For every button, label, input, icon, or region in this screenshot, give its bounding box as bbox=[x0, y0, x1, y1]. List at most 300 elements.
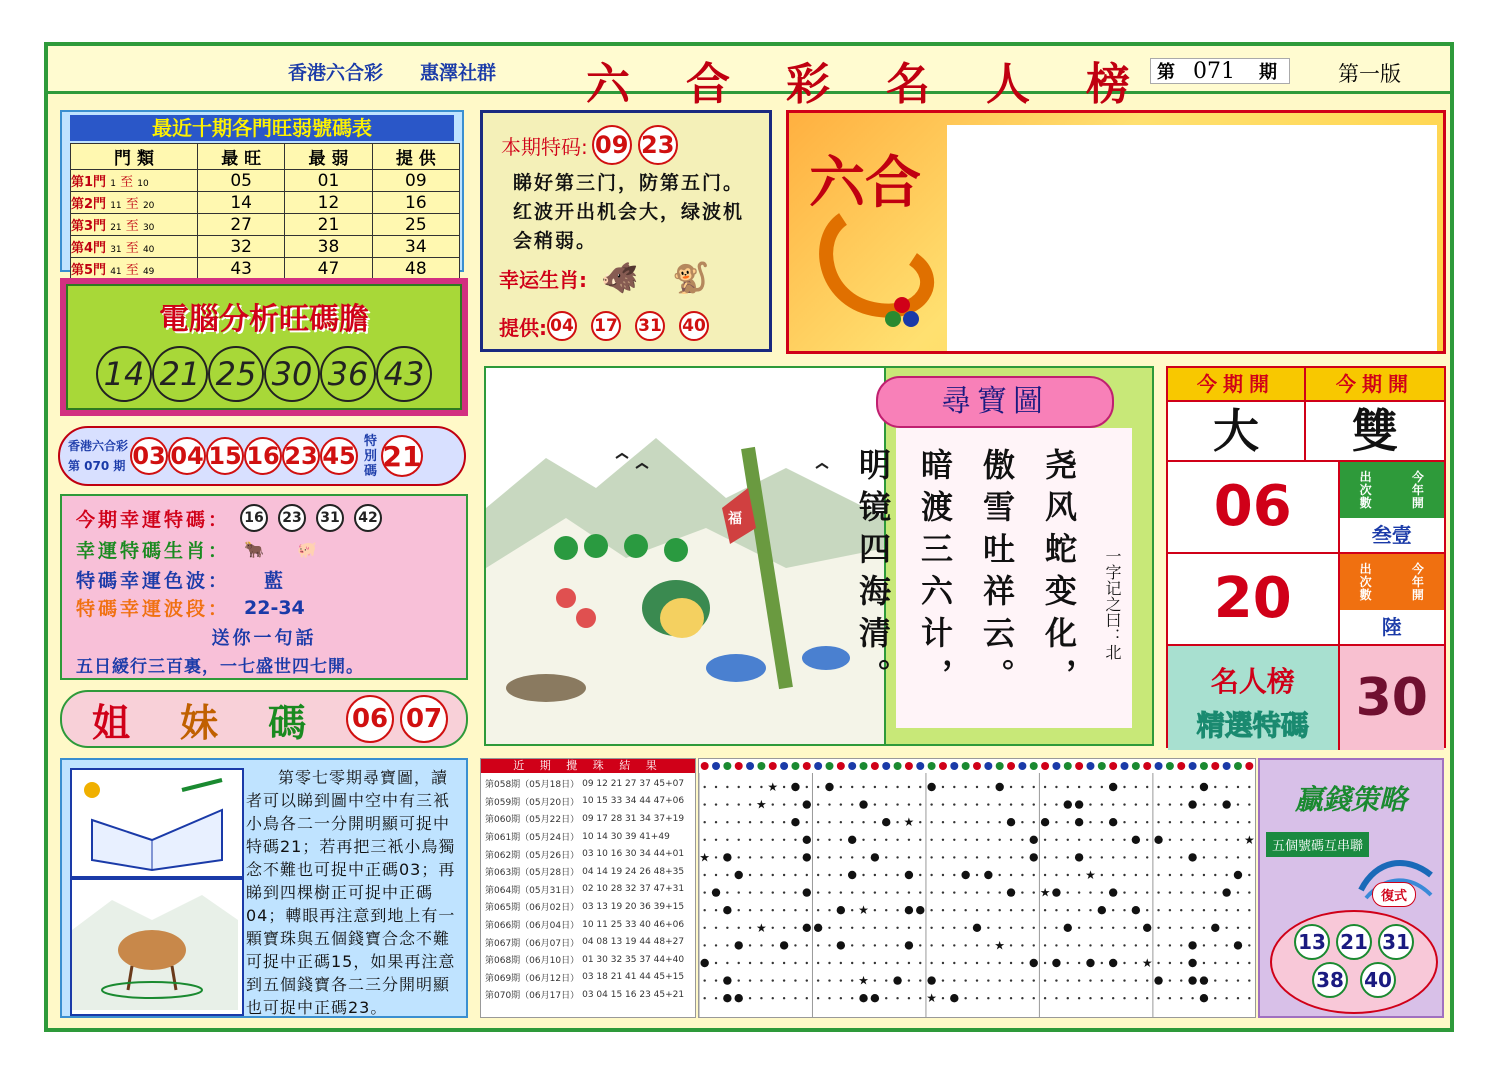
ox-landscape-icon bbox=[72, 880, 238, 1010]
color-ball-mark bbox=[905, 762, 913, 770]
empty-dot-mark bbox=[851, 909, 853, 911]
empty-dot-mark bbox=[1067, 821, 1069, 823]
draw-dot-mark bbox=[1200, 976, 1208, 984]
title-char: 榜 bbox=[1086, 59, 1130, 110]
draw-dot-mark bbox=[837, 906, 845, 914]
draw-dot-mark bbox=[1075, 800, 1083, 808]
empty-dot-mark bbox=[1021, 874, 1023, 876]
empty-dot-mark bbox=[1214, 856, 1216, 858]
color-ball-mark bbox=[1086, 762, 1094, 770]
draw-dot-mark bbox=[791, 818, 799, 826]
empty-dot-mark bbox=[862, 944, 864, 946]
empty-dot-mark bbox=[1112, 874, 1114, 876]
empty-dot-mark bbox=[874, 874, 876, 876]
empty-dot-mark bbox=[1169, 856, 1171, 858]
door-to: 30 bbox=[142, 223, 155, 233]
empty-dot-mark bbox=[896, 927, 898, 929]
color-ball-mark bbox=[916, 762, 924, 770]
empty-dot-mark bbox=[783, 786, 785, 788]
last-draw-label: 香港六合彩 bbox=[68, 439, 129, 453]
draw-numbers: 10 14 30 39 41+49 bbox=[582, 831, 670, 842]
empty-dot-mark bbox=[1146, 944, 1148, 946]
empty-dot-mark bbox=[987, 962, 989, 964]
table-row bbox=[485, 881, 695, 899]
cold-value: 47 bbox=[285, 258, 372, 280]
draw-dot-mark bbox=[995, 783, 1003, 791]
draw-dot-mark bbox=[1109, 783, 1117, 791]
empty-dot-mark bbox=[760, 891, 762, 893]
empty-dot-mark bbox=[885, 962, 887, 964]
title-char: 合 bbox=[686, 59, 730, 110]
color-ball-mark bbox=[1075, 762, 1083, 770]
empty-dot-mark bbox=[976, 856, 978, 858]
empty-dot-mark bbox=[1237, 891, 1239, 893]
empty-dot-mark bbox=[1146, 979, 1148, 981]
side-label-char: 年 bbox=[1411, 574, 1424, 589]
empty-dot-mark bbox=[1157, 962, 1159, 964]
table-row bbox=[485, 828, 695, 846]
empty-dot-mark bbox=[998, 874, 1000, 876]
empty-dot-mark bbox=[1248, 997, 1250, 999]
empty-dot-mark bbox=[715, 856, 717, 858]
draw-dot-mark bbox=[927, 976, 935, 984]
door-to: 40 bbox=[142, 245, 155, 255]
draw-dot-mark bbox=[1132, 906, 1140, 914]
draw-dot-mark bbox=[780, 941, 788, 949]
empty-dot-mark bbox=[987, 839, 989, 841]
empty-dot-mark bbox=[1078, 909, 1080, 911]
empty-dot-mark bbox=[1191, 839, 1193, 841]
empty-dot-mark bbox=[772, 979, 774, 981]
empty-dot-mark bbox=[1237, 803, 1239, 805]
empty-dot-mark bbox=[862, 874, 864, 876]
empty-dot-mark bbox=[1157, 909, 1159, 911]
star-number: 30 bbox=[1340, 646, 1444, 750]
table-row bbox=[71, 214, 460, 236]
empty-dot-mark bbox=[919, 997, 921, 999]
empty-dot-mark bbox=[760, 997, 762, 999]
empty-dot-mark bbox=[760, 821, 762, 823]
empty-dot-mark bbox=[749, 786, 751, 788]
empty-dot-mark bbox=[1044, 927, 1046, 929]
strategy-number: 21 bbox=[1336, 924, 1372, 960]
empty-dot-mark bbox=[1225, 786, 1227, 788]
give-value: 48 bbox=[372, 258, 459, 280]
odd-even-result: 雙 bbox=[1352, 404, 1398, 458]
empty-dot-mark bbox=[749, 909, 751, 911]
empty-dot-mark bbox=[1055, 821, 1057, 823]
empty-dot-mark bbox=[964, 927, 966, 929]
computer-title: 電腦分析旺碼膽 bbox=[159, 302, 369, 337]
color-ball-mark bbox=[814, 762, 822, 770]
empty-dot-mark bbox=[1180, 839, 1182, 841]
empty-dot-mark bbox=[953, 979, 955, 981]
hot-value: 27 bbox=[198, 214, 285, 236]
lucky-label-4: 特碼幸運波段： bbox=[76, 598, 231, 620]
empty-dot-mark bbox=[1214, 979, 1216, 981]
draw-numbers: 03 18 21 41 44 45+15 bbox=[582, 972, 685, 983]
draw-dot-mark bbox=[803, 800, 811, 808]
empty-dot-mark bbox=[964, 997, 966, 999]
empty-dot-mark bbox=[1237, 979, 1239, 981]
treasure-picture bbox=[484, 366, 886, 746]
empty-dot-mark bbox=[1010, 803, 1012, 805]
sister-char: 妹 bbox=[180, 699, 219, 745]
empty-dot-mark bbox=[919, 944, 921, 946]
empty-dot-mark bbox=[1191, 891, 1193, 893]
empty-dot-mark bbox=[885, 786, 887, 788]
draw-dot-mark bbox=[1030, 853, 1038, 861]
empty-dot-mark bbox=[715, 821, 717, 823]
empty-dot-mark bbox=[874, 786, 876, 788]
empty-dot-mark bbox=[1089, 909, 1091, 911]
empty-dot-mark bbox=[1237, 839, 1239, 841]
color-ball-mark bbox=[1132, 762, 1140, 770]
empty-dot-mark bbox=[1078, 997, 1080, 999]
empty-dot-mark bbox=[930, 839, 932, 841]
empty-dot-mark bbox=[783, 979, 785, 981]
empty-dot-mark bbox=[726, 874, 728, 876]
draw-dot-mark bbox=[859, 800, 867, 808]
empty-dot-mark bbox=[930, 927, 932, 929]
empty-dot-mark bbox=[942, 927, 944, 929]
empty-dot-mark bbox=[953, 891, 955, 893]
color-ball-mark bbox=[791, 762, 799, 770]
col-give: 提 供 bbox=[372, 144, 459, 170]
color-ball-mark bbox=[871, 762, 879, 770]
empty-dot-mark bbox=[1101, 856, 1103, 858]
special-star-mark: ★ bbox=[756, 797, 767, 812]
empty-dot-mark bbox=[1010, 786, 1012, 788]
empty-dot-mark bbox=[851, 786, 853, 788]
special-star-mark: ★ bbox=[994, 938, 1006, 953]
empty-dot-mark bbox=[930, 856, 932, 858]
draw-dot-mark bbox=[735, 994, 743, 1002]
draw-numbers: 03 04 15 16 23 45+21 bbox=[582, 989, 685, 1000]
empty-dot-mark bbox=[817, 997, 819, 999]
star-title: 名人榜 bbox=[1210, 665, 1295, 698]
empty-dot-mark bbox=[908, 979, 910, 981]
empty-dot-mark bbox=[1055, 909, 1057, 911]
empty-dot-mark bbox=[806, 962, 808, 964]
empty-dot-mark bbox=[1112, 839, 1114, 841]
empty-dot-mark bbox=[1237, 927, 1239, 929]
empty-dot-mark bbox=[1089, 997, 1091, 999]
empty-dot-mark bbox=[908, 856, 910, 858]
scroll-title: 尋寶圖 bbox=[876, 376, 1114, 428]
empty-dot-mark bbox=[1089, 786, 1091, 788]
computer-panel bbox=[60, 278, 468, 416]
side-label-char: 開 bbox=[1411, 587, 1424, 602]
draw-dot-mark bbox=[950, 994, 958, 1002]
draw-dot-mark bbox=[1222, 888, 1230, 896]
empty-dot-mark bbox=[1225, 856, 1227, 858]
poem-columns bbox=[850, 448, 1082, 700]
pick-number-1: 06 bbox=[1168, 462, 1340, 552]
empty-dot-mark bbox=[1248, 909, 1250, 911]
empty-dot-mark bbox=[703, 944, 705, 946]
empty-dot-mark bbox=[1169, 839, 1171, 841]
empty-dot-mark bbox=[1225, 839, 1227, 841]
empty-dot-mark bbox=[738, 786, 740, 788]
door-from: 21 bbox=[110, 223, 122, 233]
empty-dot-mark bbox=[998, 821, 1000, 823]
empty-dot-mark bbox=[1169, 803, 1171, 805]
edition-label: 第一版 bbox=[1338, 62, 1401, 86]
empty-dot-mark bbox=[953, 803, 955, 805]
empty-dot-mark bbox=[1214, 803, 1216, 805]
empty-dot-mark bbox=[1169, 979, 1171, 981]
empty-dot-mark bbox=[703, 821, 705, 823]
this-issue-header: 今期開 bbox=[1306, 368, 1444, 400]
dragon-art-icon bbox=[803, 129, 953, 329]
draw-dot-mark bbox=[803, 836, 811, 844]
give-value: 09 bbox=[372, 170, 459, 192]
empty-dot-mark bbox=[851, 821, 853, 823]
empty-dot-mark bbox=[1078, 839, 1080, 841]
empty-dot-mark bbox=[874, 821, 876, 823]
draw-dot-mark bbox=[905, 906, 913, 914]
draw-numbers: 09 12 21 27 37 45+07 bbox=[582, 778, 685, 789]
draw-dot-mark bbox=[871, 853, 879, 861]
draw-dot-mark bbox=[791, 783, 799, 791]
door-label: 第1門 bbox=[71, 175, 107, 190]
empty-dot-mark bbox=[1191, 821, 1193, 823]
empty-dot-mark bbox=[749, 891, 751, 893]
book-icon bbox=[72, 770, 238, 872]
draw-number: 16 bbox=[244, 437, 282, 475]
empty-dot-mark bbox=[1123, 997, 1125, 999]
empty-dot-mark bbox=[749, 944, 751, 946]
ox-art bbox=[70, 878, 244, 1016]
empty-dot-mark bbox=[1169, 891, 1171, 893]
door-to-label: 至 bbox=[125, 219, 139, 234]
empty-dot-mark bbox=[817, 821, 819, 823]
draw-dot-mark bbox=[905, 941, 913, 949]
draw-numbers: 10 15 33 34 44 47+06 bbox=[582, 796, 685, 807]
table-row bbox=[71, 192, 460, 214]
empty-dot-mark bbox=[1010, 839, 1012, 841]
empty-dot-mark bbox=[772, 944, 774, 946]
empty-dot-mark bbox=[1225, 962, 1227, 964]
lucky-panel bbox=[60, 494, 468, 680]
empty-dot-mark bbox=[987, 944, 989, 946]
empty-dot-mark bbox=[976, 839, 978, 841]
color-ball-mark bbox=[984, 762, 992, 770]
empty-dot-mark bbox=[987, 979, 989, 981]
empty-dot-mark bbox=[930, 874, 932, 876]
empty-dot-mark bbox=[1123, 962, 1125, 964]
empty-dot-mark bbox=[1089, 839, 1091, 841]
empty-dot-mark bbox=[840, 803, 842, 805]
empty-dot-mark bbox=[1214, 997, 1216, 999]
give-number: 17 bbox=[591, 311, 621, 341]
empty-dot-mark bbox=[1203, 874, 1205, 876]
empty-dot-mark bbox=[987, 997, 989, 999]
empty-dot-mark bbox=[1214, 962, 1216, 964]
draw-dot-mark bbox=[825, 783, 833, 791]
empty-dot-mark bbox=[1214, 909, 1216, 911]
empty-dot-mark bbox=[1214, 786, 1216, 788]
draw-dot-mark bbox=[700, 959, 708, 967]
empty-dot-mark bbox=[1101, 944, 1103, 946]
computer-number: 21 bbox=[152, 346, 208, 402]
color-ball-mark bbox=[1109, 762, 1117, 770]
draw-dot-mark bbox=[1052, 888, 1060, 896]
side-label-char: 開 bbox=[1411, 495, 1424, 510]
empty-dot-mark bbox=[772, 909, 774, 911]
empty-dot-mark bbox=[715, 874, 717, 876]
ox-icon: 🐂 bbox=[244, 540, 267, 559]
draw-number: 23 bbox=[282, 437, 320, 475]
empty-dot-mark bbox=[760, 962, 762, 964]
empty-dot-mark bbox=[794, 927, 796, 929]
draw-period: 第066期（06月04日） bbox=[485, 921, 580, 932]
big-small-result: 大 bbox=[1168, 402, 1306, 460]
empty-dot-mark bbox=[783, 803, 785, 805]
cold-value: 01 bbox=[285, 170, 372, 192]
empty-dot-mark bbox=[738, 856, 740, 858]
empty-dot-mark bbox=[942, 909, 944, 911]
empty-dot-mark bbox=[1055, 927, 1057, 929]
color-ball-mark bbox=[712, 762, 720, 770]
draw-dot-mark bbox=[1052, 959, 1060, 967]
draw-dot-mark bbox=[1075, 818, 1083, 826]
empty-dot-mark bbox=[738, 909, 740, 911]
draw-dot-mark bbox=[1030, 836, 1038, 844]
draw-period: 第059期（05月20日） bbox=[485, 797, 580, 808]
empty-dot-mark bbox=[1135, 821, 1137, 823]
empty-dot-mark bbox=[715, 927, 717, 929]
empty-dot-mark bbox=[715, 786, 717, 788]
color-ball-mark bbox=[928, 762, 936, 770]
empty-dot-mark bbox=[953, 786, 955, 788]
empty-dot-mark bbox=[1214, 944, 1216, 946]
empty-dot-mark bbox=[919, 821, 921, 823]
ten-period-panel bbox=[60, 110, 464, 279]
empty-dot-mark bbox=[1067, 944, 1069, 946]
color-ball-mark bbox=[894, 762, 902, 770]
draw-dot-mark bbox=[1234, 871, 1242, 879]
empty-dot-mark bbox=[885, 927, 887, 929]
empty-dot-mark bbox=[862, 962, 864, 964]
empty-dot-mark bbox=[874, 803, 876, 805]
empty-dot-mark bbox=[1180, 909, 1182, 911]
color-ball-mark bbox=[1211, 762, 1219, 770]
empty-dot-mark bbox=[987, 891, 989, 893]
draw-dot-mark bbox=[927, 783, 935, 791]
strategy-number: 13 bbox=[1294, 924, 1330, 960]
empty-dot-mark bbox=[1078, 891, 1080, 893]
empty-dot-mark bbox=[760, 856, 762, 858]
color-ball-mark bbox=[973, 762, 981, 770]
empty-dot-mark bbox=[1214, 839, 1216, 841]
side-label-char: 年 bbox=[1411, 482, 1424, 497]
empty-dot-mark bbox=[1112, 927, 1114, 929]
empty-dot-mark bbox=[1112, 944, 1114, 946]
empty-dot-mark bbox=[987, 786, 989, 788]
empty-dot-mark bbox=[1157, 927, 1159, 929]
dot-grid bbox=[698, 758, 1256, 1018]
empty-dot-mark bbox=[874, 891, 876, 893]
empty-dot-mark bbox=[976, 874, 978, 876]
draw-dot-mark bbox=[1109, 959, 1117, 967]
star-subtitle: 精選特碼 bbox=[1196, 709, 1309, 742]
special-star-mark: ★ bbox=[1141, 956, 1153, 970]
table-row bbox=[485, 775, 695, 793]
sister-number: 06 bbox=[346, 695, 394, 743]
empty-dot-mark bbox=[817, 874, 819, 876]
empty-dot-mark bbox=[874, 927, 876, 929]
draw-dot-mark bbox=[848, 871, 856, 879]
empty-dot-mark bbox=[1169, 874, 1171, 876]
draw-dot-mark bbox=[1109, 888, 1117, 896]
empty-dot-mark bbox=[1089, 891, 1091, 893]
draw-numbers: 04 14 19 24 26 48+35 bbox=[582, 866, 685, 877]
empty-dot-mark bbox=[1248, 874, 1250, 876]
table-row bbox=[71, 170, 460, 192]
sister-char: 碼 bbox=[268, 699, 307, 745]
special-star-mark: ★ bbox=[858, 903, 869, 918]
landscape-art-icon bbox=[486, 368, 886, 746]
draw-dot-mark bbox=[916, 906, 924, 914]
empty-dot-mark bbox=[749, 997, 751, 999]
empty-dot-mark bbox=[1078, 786, 1080, 788]
empty-dot-mark bbox=[1123, 909, 1125, 911]
empty-dot-mark bbox=[1123, 944, 1125, 946]
draw-dot-mark bbox=[723, 994, 731, 1002]
empty-dot-mark bbox=[1067, 979, 1069, 981]
empty-dot-mark bbox=[1225, 821, 1227, 823]
empty-dot-mark bbox=[942, 839, 944, 841]
empty-dot-mark bbox=[976, 786, 978, 788]
color-ball-mark bbox=[848, 762, 856, 770]
special-label bbox=[364, 434, 377, 479]
empty-dot-mark bbox=[1010, 856, 1012, 858]
give-value: 34 bbox=[372, 236, 459, 258]
empty-dot-mark bbox=[987, 821, 989, 823]
draw-period: 第061期（05月24日） bbox=[485, 833, 580, 844]
empty-dot-mark bbox=[726, 962, 728, 964]
empty-dot-mark bbox=[942, 874, 944, 876]
empty-dot-mark bbox=[1067, 839, 1069, 841]
empty-dot-mark bbox=[953, 874, 955, 876]
draw-dot-mark bbox=[859, 994, 867, 1002]
color-ball-mark bbox=[1030, 762, 1038, 770]
empty-dot-mark bbox=[851, 979, 853, 981]
empty-dot-mark bbox=[1067, 909, 1069, 911]
empty-dot-mark bbox=[1044, 803, 1046, 805]
empty-dot-mark bbox=[998, 927, 1000, 929]
empty-dot-mark bbox=[1055, 839, 1057, 841]
empty-dot-mark bbox=[1021, 909, 1023, 911]
empty-dot-mark bbox=[840, 927, 842, 929]
empty-dot-mark bbox=[1112, 909, 1114, 911]
empty-dot-mark bbox=[738, 962, 740, 964]
empty-dot-mark bbox=[703, 803, 705, 805]
empty-dot-mark bbox=[715, 909, 717, 911]
empty-dot-mark bbox=[806, 821, 808, 823]
empty-dot-mark bbox=[1044, 944, 1046, 946]
draw-dot-mark bbox=[1188, 959, 1196, 967]
empty-dot-mark bbox=[783, 891, 785, 893]
empty-dot-mark bbox=[953, 909, 955, 911]
empty-dot-mark bbox=[1225, 944, 1227, 946]
empty-dot-mark bbox=[1214, 821, 1216, 823]
color-ball-mark bbox=[1018, 762, 1026, 770]
empty-dot-mark bbox=[998, 979, 1000, 981]
empty-dot-mark bbox=[1180, 786, 1182, 788]
